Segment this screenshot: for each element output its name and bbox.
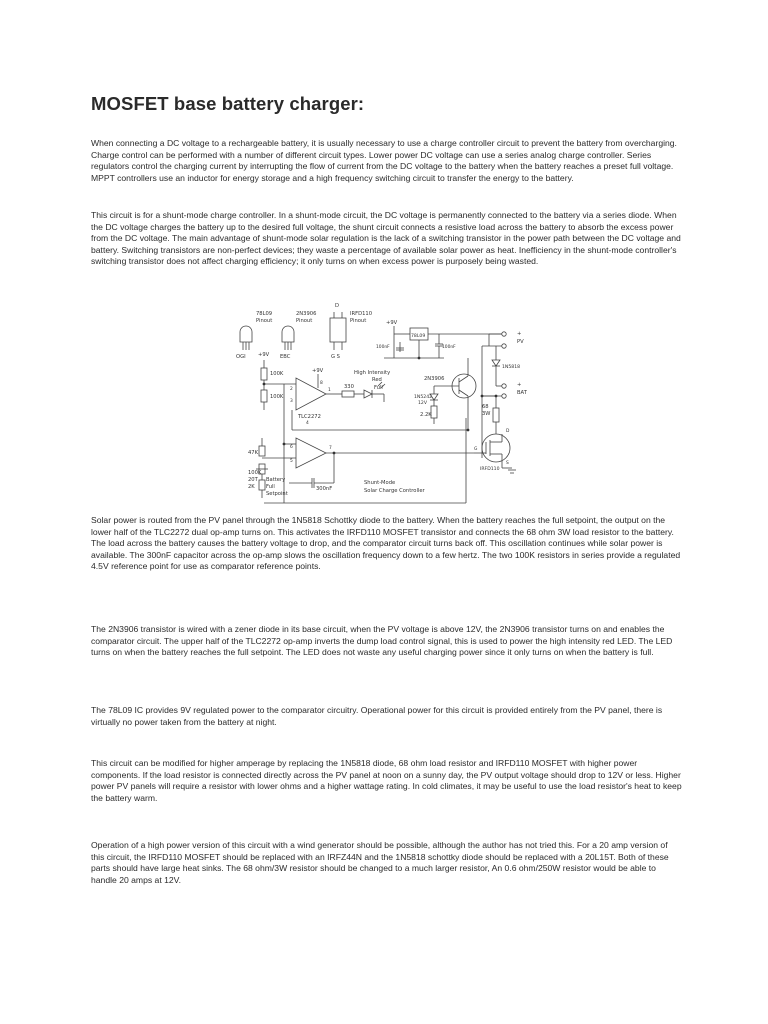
label-pnp-pinout-sub: Pinout <box>296 318 313 324</box>
label-setpoint-3: Setpoint <box>266 491 288 497</box>
label-fet-pins: G S <box>331 354 340 360</box>
label-pnp-pinout: 2N3906 <box>296 311 317 317</box>
label-pot-20t: 20T <box>248 477 258 483</box>
label-setpoint-1: Battery <box>266 477 286 483</box>
shunt-mode-charge-controller-schematic <box>234 298 534 508</box>
label-fet-pinout: IRFD110 <box>350 311 373 317</box>
opamp-lower <box>296 438 326 468</box>
label-9v-reg: +9V <box>386 320 398 326</box>
label-9v-left: +9V <box>258 352 270 358</box>
label-bat: BAT <box>517 390 527 396</box>
label-led-2: Red <box>372 377 382 383</box>
label-78l09-ic: 78L09 <box>411 334 426 339</box>
label-reg-pinout-sub: Pinout <box>256 318 273 324</box>
label-led-1: High Intensity <box>354 370 391 376</box>
label-fet-d: D <box>506 429 510 434</box>
document-title: MOSFET base battery charger: <box>91 93 365 114</box>
label-330: 330 <box>344 384 354 390</box>
label-100k-top: 100K <box>270 371 284 377</box>
paragraph-shunt-mode: This circuit is for a shunt-mode charge controller. In a shunt-mode circuit, the DC voltage is permanently connected to the battery via a series diode. When the DC voltage charges the battery up to the desired full voltage, the shunt circuit connects a resistive load across the battery to absorb the excess power from the DC voltage. The main advantage of shunt-mode solar regulation is the lack of a switching transistor in the power path between the DC voltage and battery. Switching transistors are non-perfect devices; they waste a percentage of available solar power as heat. Inefficiency in the shunt-mode controller's switching transistor does not affect charging efficiency; it only turns on when excess power is purposely being wasted. <box>91 210 681 267</box>
label-pin5: 5 <box>290 459 293 464</box>
paragraph-78l09: The 78L09 IC provides 9V regulated power to the comparator circuitry. Operational power for this circuit is provided entirely from the PV panel, there is virtually no power taken from the battery at night. <box>91 705 663 727</box>
label-2k2: 2.2K <box>420 412 432 418</box>
label-47k: 47K <box>248 450 259 456</box>
label-fet-top: D <box>335 303 339 309</box>
label-pin1: 1 <box>328 388 331 393</box>
label-fet-pinout-sub: Pinout <box>350 318 367 324</box>
label-reg-pins: OGI <box>236 354 246 360</box>
paragraph-higher-amperage: This circuit can be modified for higher amperage by replacing the 1N5818 diode, 68 ohm load resistor and IRFD110 MOSFET with higher power components. If the load resistor is connected directly across the PV panel at noon on a sunny day, the PV output voltage should drop to 12V or less. Higher power PV panels will require a resistor with lower ohms and a higher wattage rating. In cold climates, it may be useful to use the load resistor's heat to keep the battery warm. <box>91 758 682 803</box>
caption-shunt-mode: Shunt-Mode <box>364 480 396 486</box>
paragraph-solar-power-routing: Solar power is routed from the PV panel through the 1N5818 Schottky diode to the battery. When the battery reaches the full setpoint, the output on the lower half of the TLC2272 dual op-amp turns on. This activates the IRFD110 MOSFET transistor and connects the 68 ohm 3W load resistor to the battery. The load across the battery causes the battery voltage to drop, and the comparator circuit turns back off. This oscillation continues while solar power is available. The 300nF capacitor across the op-amp slows the oscillation frequency down to a few hertz. The two 100K resistors in series provide a regulated 4.5V reference point for use as comparator reference points. <box>91 515 681 572</box>
label-cap1: 100nF <box>376 345 390 350</box>
label-irfd110: IRFD110 <box>480 467 500 472</box>
label-zener-1: 1N5242 <box>414 395 433 400</box>
label-load-3w: 3W <box>482 411 491 417</box>
label-pin8: 8 <box>320 381 323 386</box>
label-bat-plus: + <box>517 382 522 388</box>
label-pin4: 4 <box>306 421 309 426</box>
label-setpoint-2: Full <box>266 484 275 490</box>
label-zener-2: 12V <box>418 401 427 406</box>
label-pin3: 3 <box>290 399 293 404</box>
label-cap2: 100nF <box>442 345 456 350</box>
label-schottky: 1N5818 <box>502 365 521 370</box>
label-load-68: 68 <box>482 404 489 410</box>
label-pv-plus: + <box>517 331 522 337</box>
label-reg-pinout: 78L09 <box>256 311 273 317</box>
label-300nf: 300nF <box>316 486 333 492</box>
label-opamp: TLC2272 <box>298 414 321 420</box>
label-pv: PV <box>517 339 524 345</box>
paragraph-intro: When connecting a DC voltage to a rechargeable battery, it is usually necessary to use a charge controller circuit to prevent the battery from overcharging. Charge control can be performed with a number of different circuit types. Lower power DC voltage can use a series analog charge controller. Series regulators control the charging current by interrupting the flow of current from the DC voltage to the battery when the battery reaches a preset full voltage. MPPT controllers use an inductor for energy storage and a high frequency switching circuit to transfer the energy to the battery. <box>91 138 677 183</box>
label-fet-g: G <box>474 447 478 452</box>
label-led-3: Full <box>374 385 383 391</box>
label-pnp-pins: EBC <box>280 354 291 360</box>
irfd110-package <box>330 318 346 342</box>
label-fet-s: S <box>506 461 509 466</box>
label-pin6: 6 <box>290 445 293 450</box>
label-100k-bottom: 100K <box>270 394 284 400</box>
label-pot-2k: 2K <box>248 484 255 490</box>
label-2n3906: 2N3906 <box>424 376 445 382</box>
label-100k-set: 100K <box>248 470 262 476</box>
to92-78l09-body <box>240 326 252 342</box>
label-pin2: 2 <box>290 387 293 392</box>
label-pin7: 7 <box>329 446 332 451</box>
paragraph-2n3906: The 2N3906 transistor is wired with a zener diode in its base circuit, when the PV voltage is above 12V, the 2N3906 transistor turns on and enables the comparator circuit. The upper half of the TLC2272 op-amp inverts the dump load control signal, this is used to power the high intensity red LED. The LED turns on when the battery reaches the full setpoint. The LED does not waste any useful charging power since it only turns on when the battery is full. <box>91 624 673 658</box>
paragraph-wind-generator: Operation of a high power version of this circuit with a wind generator should be possible, although the author has not tried this. For a 20 amp version of this circuit, the IRFD110 MOSFET should be replaced with an IRFZ44N and the 1N5818 schottky diode should be replaced with a 20L15T. Both of these parts should have large heat sinks. The 68 ohm/3W resistor should be changed to a much larger resistor, An 0.6 ohm/250W resistor would be able to handle 20 amps at 12V. <box>91 840 669 885</box>
label-9v-amp: +9V <box>312 368 324 374</box>
to92-2n3906-body <box>282 326 294 342</box>
caption-solar-charge-controller: Solar Charge Controller <box>364 488 425 494</box>
